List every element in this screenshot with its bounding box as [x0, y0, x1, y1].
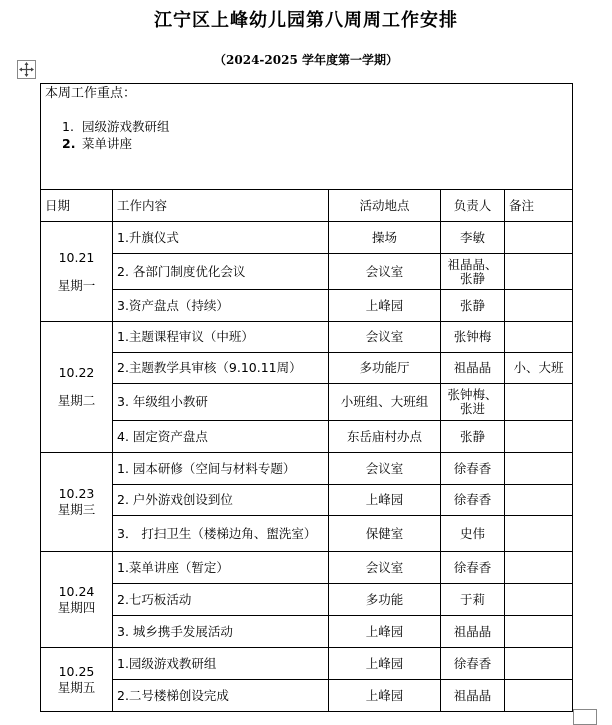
cell-content[interactable]: 3. 年级组小教研 [113, 384, 329, 421]
day-cell-friday[interactable] [41, 648, 113, 712]
focus-list [62, 118, 568, 152]
table-row [41, 552, 573, 584]
focus-item-text: 菜单讲座 [82, 136, 133, 151]
day-date: 10.22 [58, 365, 95, 380]
table-row [41, 648, 573, 680]
cell-content[interactable]: 3. 城乡携手发展活动 [113, 616, 329, 648]
cell-note[interactable] [505, 254, 573, 290]
table-row [41, 222, 573, 254]
day-cell-tuesday[interactable] [41, 322, 113, 453]
cell-content[interactable]: 2.二号楼梯创设完成 [113, 680, 329, 712]
table-row [41, 254, 573, 290]
cell-note[interactable] [505, 516, 573, 552]
table-row [41, 616, 573, 648]
schedule-table [40, 83, 573, 712]
cell-content[interactable]: 1. 园本研修（空间与材料专题） [113, 453, 329, 485]
move-icon [18, 61, 35, 78]
focus-item [62, 118, 568, 135]
cell-note[interactable] [505, 680, 573, 712]
cell-location[interactable]: 上峰园 [329, 485, 441, 516]
cell-content[interactable]: 4. 固定资产盘点 [113, 421, 329, 453]
cell-note[interactable]: 小、大班 [505, 353, 573, 384]
cell-content[interactable]: 2.七巧板活动 [113, 584, 329, 616]
cell-person[interactable]: 祖晶晶 [441, 353, 505, 384]
cell-content[interactable]: 1.升旗仪式 [113, 222, 329, 254]
table-row [41, 384, 573, 421]
cell-location[interactable]: 上峰园 [329, 616, 441, 648]
table-row [41, 516, 573, 552]
cell-content[interactable]: 1.菜单讲座（暂定） [113, 552, 329, 584]
cell-person[interactable]: 张钟梅 [441, 322, 505, 353]
cell-note[interactable] [505, 616, 573, 648]
cell-location[interactable]: 上峰园 [329, 680, 441, 712]
header-row [41, 190, 573, 222]
cell-person[interactable]: 徐春香 [441, 552, 505, 584]
header-location: 活动地点 [329, 190, 441, 222]
cell-note[interactable] [505, 384, 573, 421]
cell-content[interactable]: 2. 户外游戏创设到位 [113, 485, 329, 516]
day-weekday: 星期二 [57, 393, 96, 408]
cell-location[interactable]: 会议室 [329, 552, 441, 584]
cell-content[interactable]: 2. 各部门制度优化会议 [113, 254, 329, 290]
focus-item-number: 1. [62, 119, 74, 134]
header-note: 备注 [505, 190, 573, 222]
table-row [41, 353, 573, 384]
header-person: 负责人 [441, 190, 505, 222]
cell-note[interactable] [505, 485, 573, 516]
table-row [41, 453, 573, 485]
table-move-handle[interactable] [17, 60, 36, 79]
table-row [41, 322, 573, 353]
day-weekday: 星期一 [57, 277, 96, 293]
cell-note[interactable] [505, 453, 573, 485]
cell-location[interactable]: 上峰园 [329, 648, 441, 680]
header-date: 日期 [41, 190, 113, 222]
cell-content[interactable]: 1.主题课程审议（中班） [113, 322, 329, 353]
cell-content[interactable]: 3． 打扫卫生（楼梯边角、盥洗室） [113, 516, 329, 552]
cell-note[interactable] [505, 322, 573, 353]
day-cell-monday[interactable] [41, 222, 113, 322]
focus-row [41, 84, 573, 190]
day-date: 10.24 [58, 583, 95, 599]
cell-location[interactable]: 多功能 [329, 584, 441, 616]
cell-person[interactable]: 张钟梅、张进 [441, 384, 505, 421]
page-subtitle: （2024-2025 学年度第一学期） [214, 53, 398, 67]
cell-note[interactable] [505, 421, 573, 453]
cell-content[interactable]: 1.园级游戏教研组 [113, 648, 329, 680]
cell-person[interactable]: 史伟 [441, 516, 505, 552]
day-weekday: 星期五 [57, 679, 96, 695]
page-title: 江宁区上峰幼儿园第八周周工作安排 [154, 10, 458, 31]
cell-location[interactable]: 保健室 [329, 516, 441, 552]
cell-note[interactable] [505, 222, 573, 254]
day-date: 10.23 [58, 486, 95, 501]
cell-location[interactable]: 会议室 [329, 453, 441, 485]
cell-location[interactable]: 东岳庙村办点 [329, 421, 441, 453]
cell-location[interactable]: 小班组、大班组 [329, 384, 441, 421]
focus-heading: 本周工作重点： [45, 86, 137, 101]
day-weekday: 星期四 [57, 599, 96, 615]
table-row [41, 290, 573, 322]
table-row [41, 584, 573, 616]
cell-person[interactable]: 张静 [441, 421, 505, 453]
header-content: 工作内容 [113, 190, 329, 222]
day-date: 10.25 [58, 663, 95, 679]
cell-note[interactable] [505, 552, 573, 584]
cell-location[interactable]: 多功能厅 [329, 353, 441, 384]
table-resize-handle[interactable] [573, 709, 597, 725]
day-cell-wednesday[interactable] [41, 453, 113, 552]
day-weekday: 星期三 [57, 502, 96, 517]
day-cell-thursday[interactable] [41, 552, 113, 648]
cell-note[interactable] [505, 290, 573, 322]
cell-note[interactable] [505, 648, 573, 680]
cell-note[interactable] [505, 584, 573, 616]
cell-location[interactable]: 会议室 [329, 322, 441, 353]
cell-location[interactable]: 会议室 [329, 254, 441, 290]
table-row [41, 680, 573, 712]
cell-person[interactable]: 张静 [441, 290, 505, 322]
focus-item-text: 园级游戏教研组 [82, 119, 170, 134]
focus-cell[interactable] [41, 84, 573, 190]
cell-location[interactable]: 操场 [329, 222, 441, 254]
cell-person[interactable]: 徐春香 [441, 485, 505, 516]
cell-person[interactable]: 祖晶晶、张静 [441, 254, 505, 290]
cell-content[interactable]: 3.资产盘点（持续） [113, 290, 329, 322]
cell-person[interactable]: 李敏 [441, 222, 505, 254]
cell-person[interactable]: 祖晶晶 [441, 616, 505, 648]
table-row [41, 485, 573, 516]
cell-person[interactable]: 徐春香 [441, 648, 505, 680]
cell-content[interactable]: 2.主题教学具审核（9.10.11周） [113, 353, 329, 384]
day-date: 10.21 [58, 249, 95, 265]
cell-person[interactable]: 于莉 [441, 584, 505, 616]
cell-person[interactable]: 徐春香 [441, 453, 505, 485]
cell-person[interactable]: 祖晶晶 [441, 680, 505, 712]
table-row [41, 421, 573, 453]
cell-location[interactable]: 上峰园 [329, 290, 441, 322]
focus-item [62, 135, 568, 152]
focus-item-number: 2. [62, 136, 76, 151]
